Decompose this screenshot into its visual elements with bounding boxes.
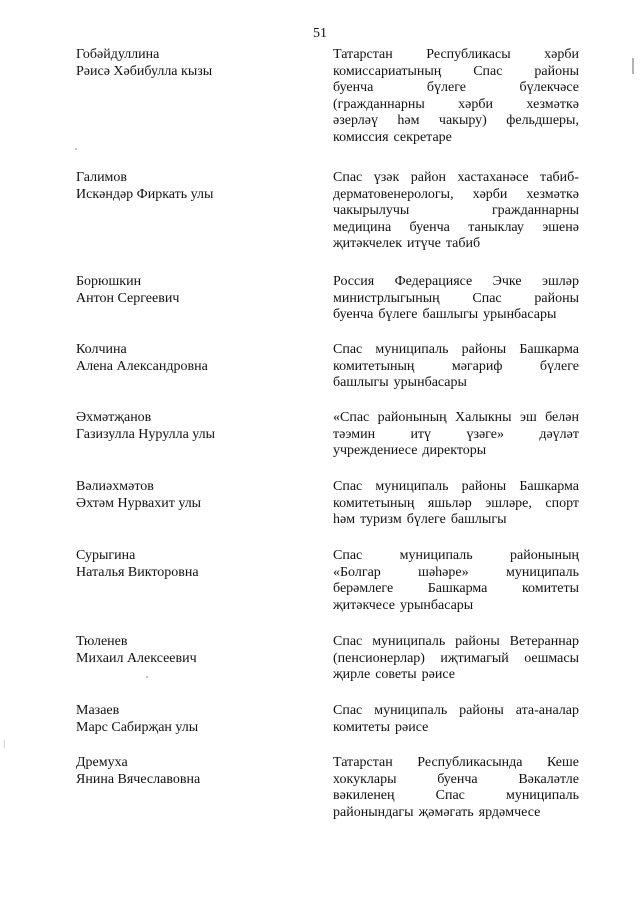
- role-line-text: учреждениесе директоры: [333, 443, 487, 458]
- page-number: 51: [313, 26, 327, 41]
- member-name: [76, 410, 306, 443]
- member-given-name: Янина Вячеславовна: [76, 771, 201, 787]
- role-line-text: комиссия секретаре: [333, 129, 452, 145]
- member-name: [76, 479, 306, 512]
- role-line: [333, 130, 579, 147]
- member-given-name: Газизулла Нурулла улы: [76, 426, 216, 442]
- role-line-text: җирле советы рәисе: [333, 667, 455, 682]
- role-line: [333, 375, 579, 392]
- member-role: [333, 479, 579, 529]
- role-line: [333, 805, 579, 822]
- role-line: [333, 548, 579, 565]
- role-line-text: Спас муниципаль районы Башкарма: [333, 479, 579, 494]
- member-name: [76, 342, 306, 375]
- member-given-name: Марс Сабирҗан улы: [76, 719, 199, 735]
- role-line-text: хокуклары буенча Вәкаләтле: [333, 771, 579, 787]
- member-surname: Вәлиәхмәтов: [76, 479, 154, 494]
- member-surname: Гобәйдуллина: [76, 47, 160, 62]
- member-given-name: Наталья Викторовна: [76, 564, 199, 580]
- scan-artifact: [146, 676, 148, 678]
- role-line: [333, 651, 579, 668]
- role-line: [333, 720, 579, 737]
- role-line: [333, 598, 579, 615]
- member-surname: Мазаев: [76, 703, 120, 718]
- role-line-text: комитетының мәгариф бүлеге: [333, 358, 579, 374]
- member-surname: Тюленев: [76, 634, 128, 649]
- role-line-text: тәэмин итү үзәге» дәүләт: [333, 426, 579, 442]
- role-line-text: районындагы җәмәгать ярдәмчесе: [333, 804, 541, 820]
- role-line: [333, 443, 579, 460]
- role-line-text: һәм туризм бүлеге башлыгы: [333, 512, 507, 527]
- role-line: [333, 113, 579, 130]
- role-line-text: Россия Федерациясе Эчке эшләр: [333, 274, 579, 289]
- role-line-text: вәкиленең Спас муниципаль: [333, 788, 579, 803]
- role-line: [333, 236, 579, 253]
- member-surname: Дремуха: [76, 755, 128, 770]
- role-line-text: Спас муниципаль районы Башкарма: [333, 342, 579, 357]
- role-line-text: «Спас районының Халыкны эш белән: [333, 410, 579, 425]
- member-name: [76, 47, 306, 80]
- scan-artifact: [75, 148, 77, 150]
- member-name: [76, 170, 306, 203]
- member-surname: Борюшкин: [76, 274, 142, 289]
- role-line-text: комиссариатының Спас районы: [333, 63, 579, 79]
- role-line-text: башлыгы урынбасары: [333, 375, 467, 390]
- role-line: [333, 47, 579, 64]
- role-line: [333, 359, 579, 376]
- member-role: [333, 634, 579, 684]
- role-line: [333, 80, 579, 97]
- member-role: [333, 548, 579, 614]
- role-line: [333, 291, 579, 308]
- role-line-text: әзерләү һәм чакыру) фельдшеры,: [333, 113, 579, 128]
- role-line-text: җитәкчелек итүче табиб: [333, 236, 481, 251]
- scan-artifact: [632, 58, 634, 74]
- role-line-text: Татарстан Республикасы хәрби: [333, 47, 579, 62]
- member-given-name: Рәисә Хәбибулла кызы: [76, 63, 213, 79]
- role-line: [333, 479, 579, 496]
- role-line-text: (пенсионерлар) иҗтимагый оешмасы: [333, 650, 579, 666]
- role-line-text: чакырылучы гражданнарны: [333, 203, 579, 218]
- role-line-text: Спас үзәк район хастаханәсе табиб-: [333, 170, 579, 185]
- member-role: [333, 274, 579, 324]
- member-surname: Әхмәтҗанов: [76, 410, 152, 425]
- role-line-text: Спас муниципаль районы Ветераннар: [333, 634, 579, 649]
- member-role: [333, 170, 579, 253]
- member-name: [76, 274, 306, 307]
- role-line: [333, 220, 579, 237]
- member-name: [76, 634, 306, 667]
- member-given-name: Антон Сергеевич: [76, 290, 180, 306]
- role-line-text: дерматовенерологы, хәрби хезмәткә: [333, 186, 579, 202]
- role-line: [333, 274, 579, 291]
- role-line: [333, 342, 579, 359]
- role-line-text: Татарстан Республикасында Кеше: [333, 755, 579, 770]
- scan-artifact: [4, 740, 5, 748]
- role-line: [333, 97, 579, 114]
- member-given-name: Михаил Алексеевич: [76, 650, 197, 666]
- role-line-text: комитеты рәисе: [333, 719, 429, 735]
- member-name: [76, 548, 306, 581]
- role-line-text: берәмлеге Башкарма комитеты: [333, 581, 579, 596]
- role-line: [333, 203, 579, 220]
- member-role: [333, 703, 579, 736]
- member-surname: Колчина: [76, 342, 127, 357]
- member-given-name: Әхтәм Нурвахит улы: [76, 495, 202, 511]
- role-line: [333, 788, 579, 805]
- member-surname: Сурыгина: [76, 548, 136, 563]
- member-role: [333, 410, 579, 460]
- role-line: [333, 427, 579, 444]
- member-name: [76, 703, 306, 736]
- role-line-text: (гражданнарны хәрби хезмәткә: [333, 96, 579, 112]
- member-role: [333, 755, 579, 821]
- role-line: [333, 170, 579, 187]
- role-line-text: министрлыгының Спас районы: [333, 290, 579, 306]
- role-line-text: Спас муниципаль районының: [333, 548, 579, 563]
- role-line: [333, 565, 579, 582]
- role-line: [333, 496, 579, 513]
- role-line: [333, 512, 579, 529]
- role-line-text: буенча бүлеге башлыгы урынбасары: [333, 307, 557, 322]
- member-given-name: Алена Александровна: [76, 358, 208, 374]
- role-line-text: медицина буенча таныклау эшенә: [333, 219, 579, 235]
- role-line: [333, 634, 579, 651]
- role-line-text: комитетының яшьләр эшләре, спорт: [333, 495, 579, 511]
- role-line: [333, 410, 579, 427]
- member-given-name: Искәндәр Фиркать улы: [76, 186, 214, 202]
- role-line-text: буенча бүлеге бүлекчәсе: [333, 80, 579, 95]
- role-line-text: Спас муниципаль районы ата-аналар: [333, 703, 579, 718]
- role-line-text: «Болгар шәһәре» муниципаль: [333, 564, 579, 580]
- role-line: [333, 755, 579, 772]
- role-line: [333, 581, 579, 598]
- role-line: [333, 772, 579, 789]
- member-role: [333, 47, 579, 146]
- role-line: [333, 307, 579, 324]
- member-role: [333, 342, 579, 392]
- role-line: [333, 667, 579, 684]
- role-line-text: җитәкчесе урынбасары: [333, 597, 474, 613]
- member-name: [76, 755, 306, 788]
- member-surname: Галимов: [76, 170, 128, 185]
- role-line: [333, 64, 579, 81]
- role-line: [333, 187, 579, 204]
- role-line: [333, 703, 579, 720]
